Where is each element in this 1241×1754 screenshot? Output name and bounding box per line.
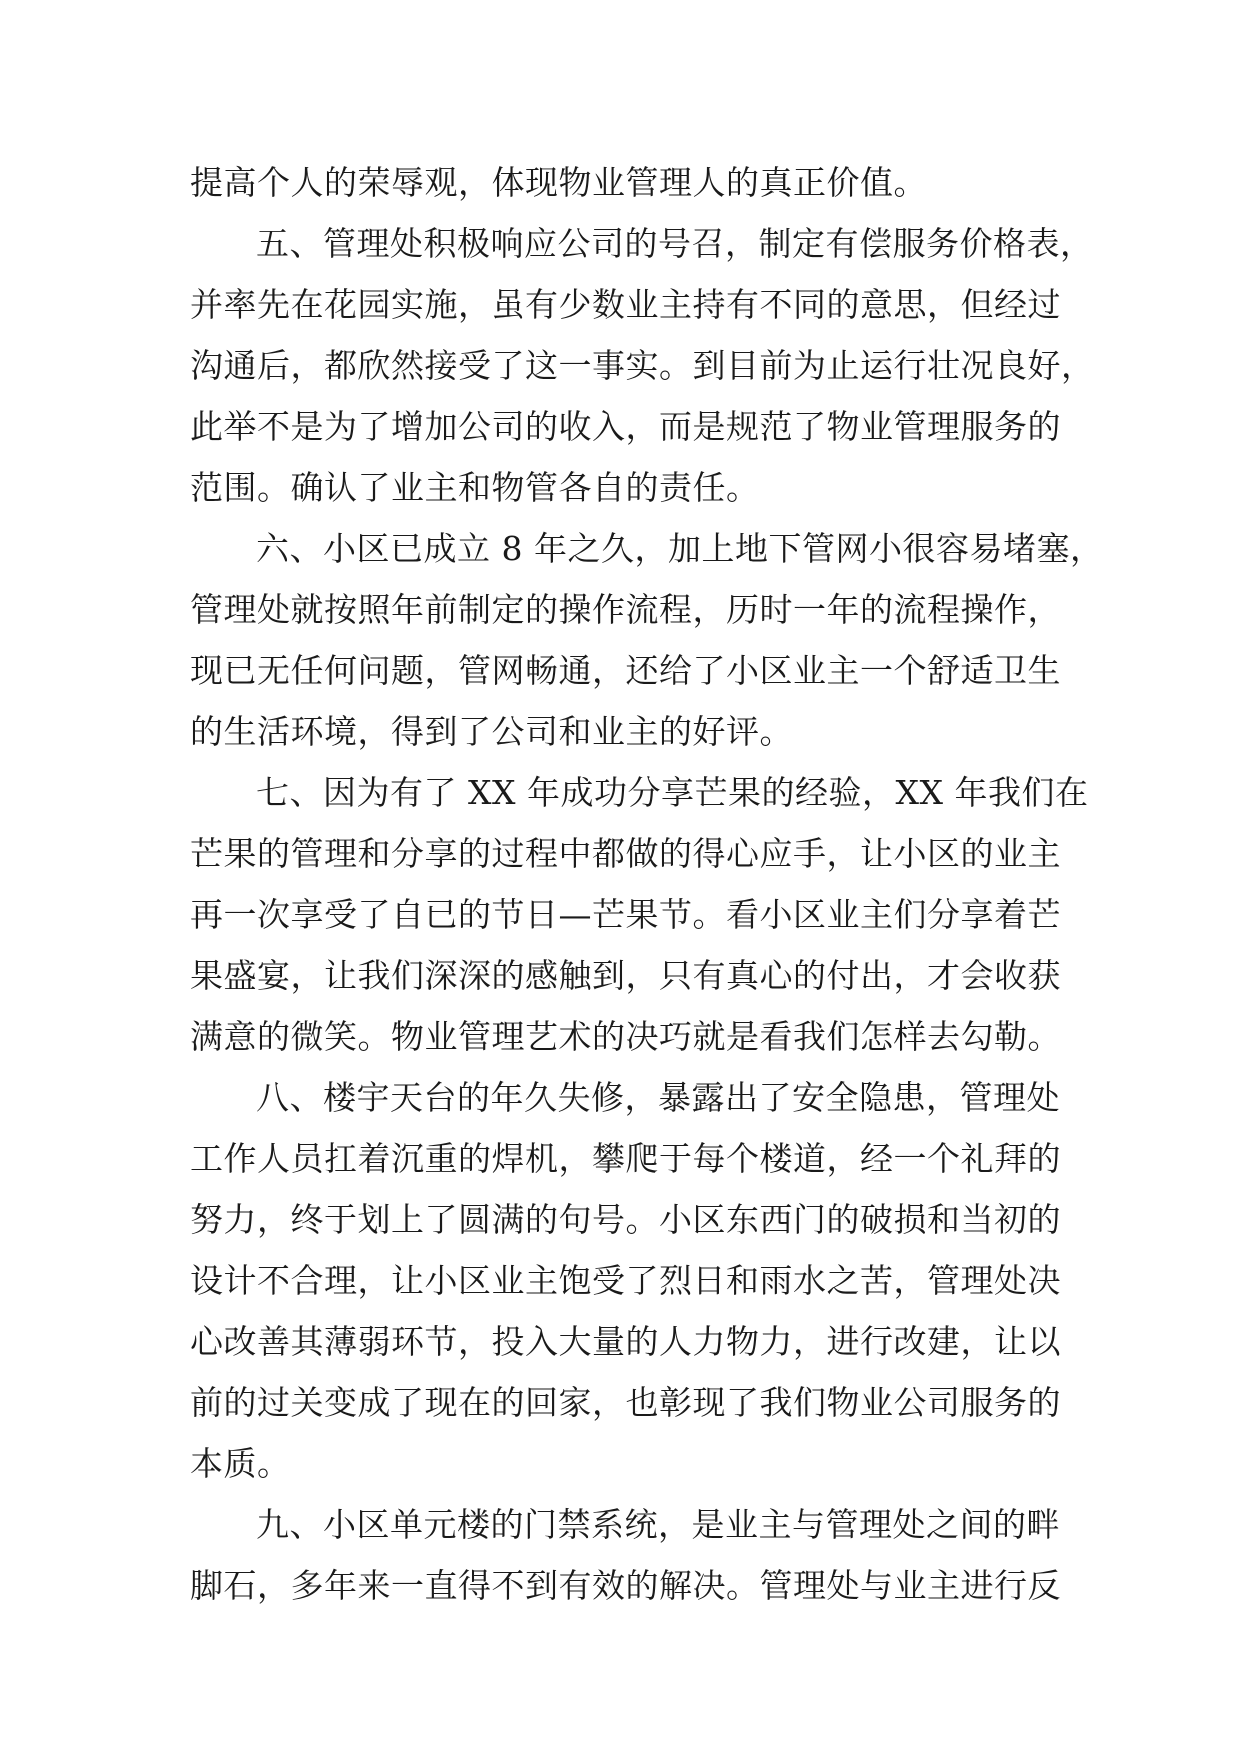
paragraph-seven-start: 七、因为有了 XX 年成功分享芒果的经验，XX 年我们在 (256, 773, 1089, 812)
text-line: 并率先在花园实施，虽有少数业主持有不同的意思，但经过 (190, 285, 1061, 324)
paragraph-eight-start: 八、楼宇天台的年久失修，暴露出了安全隐患，管理处 (256, 1078, 1060, 1117)
text-line: 提高个人的荣辱观，体现物业管理人的真正价值。 (190, 163, 927, 202)
text-line: 工作人员扛着沉重的焊机，攀爬于每个楼道，经一个礼拜的 (190, 1139, 1061, 1178)
text-line: 满意的微笑。物业管理艺术的决巧就是看我们怎样去勾勒。 (190, 1017, 1061, 1056)
text-line: 本质。 (190, 1444, 291, 1483)
body-text (190, 152, 1104, 1616)
text-line: 沟通后，都欣然接受了这一事实。到目前为止运行壮况良好， (190, 346, 1095, 385)
paragraph-nine-start: 九、小区单元楼的门禁系统，是业主与管理处之间的畔 (256, 1505, 1060, 1544)
text-line: 芒果的管理和分享的过程中都做的得心应手，让小区的业主 (190, 834, 1061, 873)
paragraph-five-start: 五、管理处积极响应公司的号召，制定有偿服务价格表， (256, 224, 1094, 263)
text-line: 设计不合理，让小区业主饱受了烈日和雨水之苦，管理处决 (190, 1261, 1061, 1300)
text-line: 努力，终于划上了圆满的句号。小区东西门的破损和当初的 (190, 1200, 1061, 1239)
text-line: 心改善其薄弱环节，投入大量的人力物力，进行改建，让以 (190, 1322, 1061, 1361)
text-line: 管理处就按照年前制定的操作流程，历时一年的流程操作， (190, 590, 1061, 629)
paragraph-six-start: 六、小区已成立 8 年之久，加上地下管网小很容易堵塞， (256, 529, 1104, 568)
text-line: 再一次享受了自已的节日—芒果节。看小区业主们分享着芒 (190, 895, 1061, 934)
text-line: 脚石，多年来一直得不到有效的解决。管理处与业主进行反 (190, 1566, 1061, 1605)
text-line: 的生活环境，得到了公司和业主的好评。 (190, 712, 793, 751)
text-line: 前的过关变成了现在的回家，也彰现了我们物业公司服务的 (190, 1383, 1061, 1422)
text-line: 现已无任何问题，管网畅通，还给了小区业主一个舒适卫生 (190, 651, 1061, 690)
text-line: 此举不是为了增加公司的收入，而是规范了物业管理服务的 (190, 407, 1061, 446)
text-line: 果盛宴，让我们深深的感触到，只有真心的付出，才会收获 (190, 956, 1061, 995)
text-line: 范围。确认了业主和物管各自的责任。 (190, 468, 760, 507)
